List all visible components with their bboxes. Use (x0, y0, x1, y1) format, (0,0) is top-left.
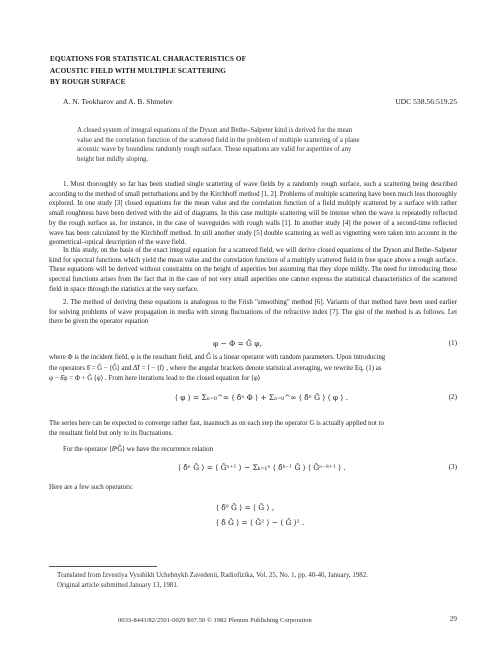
footnote (57, 571, 368, 591)
equation-2: ⟨ φ ⟩ = Σₙ₌₀^∞ ⟨ δ̂ⁿ Φ ⟩ + Σₙ₌₀^∞ ⟨ δ̂ⁿ Ĝ ⟩ ⟨ φ ⟩ . (175, 393, 348, 402)
authors: A. N. Teokharov and A. B. Shmelev (63, 97, 173, 106)
abstract-line: height but mildly sloping. (77, 155, 149, 163)
publisher-imprint: 0033-8443/82/2501-0029 $07.50 © 1982 Plenum Publishing Corporation (118, 617, 312, 624)
title-line: ACOUSTIC FIELD WITH MULTIPLE SCATTERING (50, 66, 226, 75)
text-line: Here are a few such operators: (49, 484, 133, 491)
equation-4b: ⟨ δ̂ Ĝ ⟩ = ⟨ Ĝ² ⟩ − ⟨ Ĝ ⟩² . (216, 518, 305, 527)
text-line: the operators δ̂ = Ĝ − ⟨Ĝ⟩ and Δ̂f = f − ⟨f⟩ , where the angular brackets denote statistical averaging, we rewrite Eq. (1) as (49, 365, 382, 372)
footnote-line: Translated from Izvestiya Vysshikh Uchebnykh Zavedenii, Radiofizika, Vol. 25, No. 1, pp. 40-46, January, 1982. (57, 572, 368, 579)
footnote-divider (49, 566, 157, 567)
text-line: The series here can be expected to converge rather fast, inasmuch as on each step the operator G is actually applied not to (49, 420, 384, 427)
udc-code: UDC 538.56:519.25 (395, 97, 457, 106)
footnote-line: Original article submitted January 13, 1981. (57, 581, 179, 589)
body-paragraph-1 (49, 180, 457, 248)
text-line: For the operator ⟨δ̂ⁿĜ⟩ we have the recurrence relation (63, 446, 214, 453)
abstract (77, 126, 407, 164)
equation-number-1: (1) (448, 339, 457, 347)
text-line: where Φ is the incident field, φ is the resultant field, and Ĝ is a linear operator with random parameters. Upon introducing (49, 354, 386, 361)
page-number: 29 (449, 614, 457, 623)
equation-1: φ − Φ = Ĝ φ, (213, 339, 262, 348)
equation-number-2: (2) (448, 393, 457, 401)
abstract-line: value and the correlation function of the scattered field in the problem of multiple scattering of a plane (77, 136, 360, 144)
title-line: EQUATIONS FOR STATISTICAL CHARACTERISTICS OF (50, 55, 247, 63)
text-line: the resultant field but only to its fluctuations. (49, 430, 174, 437)
article-title (50, 54, 370, 89)
abstract-line: A closed system of integral equations of the Dyson and Bethe–Salpeter kind is derived for the mean (77, 127, 353, 134)
equation-4a: ⟨ δ̂⁰ Ĝ ⟩ = ⟨ Ĝ ⟩ , (216, 503, 275, 512)
title-line: BY ROUGH SURFACE (50, 78, 126, 86)
paragraph-text: 2. The method of deriving these equations is analogous to the Frish "smoothing" method [6]. Variants of that method have been used earlier for solving problems of wave propagation in media with strong fluctuations of the refractive index [7]. The gist of the method is as follows. Let there be given the operator equation (49, 299, 457, 326)
text-line: φ − δ̂φ = Φ + Ĝ ⟨φ⟩ . From here iterations lead to the closed equation for ⟨φ⟩ (49, 375, 261, 382)
paragraph-text: In this study, on the basis of the exact integral equation for a scattered field, we will derive closed equations of the Dyson and Bethe–Salpeter kind for spectral functions which yield the mean value and the correlation function of a multiply scattered field in free space above a rough surface. These equations will be derived without constraints on the height of asperities but assuming that they slope mildly. The need for introducing those spectral functions arises from the fact that in the case of not very small asperities one cannot express the statistical characteristics of the scattered field in space through the statistics at the very surface. (49, 247, 457, 293)
body-paragraph-3 (49, 298, 457, 327)
paragraph-text: 1. Most thoroughly so far has been studied single scattering of wave fields by a randomly rough surface, such a scattering being described according to the method of small perturbations and by the Kirchhoff method [1, 2]. Problems of multiple scattering have been much less thoroughly explored. In one study [3] closed equations for the mean value and the correlation function of a field multiply scattered by a surface with rather small roughness have been derived with the aid of diagrams. In this case multiple scattering will be intense when the wave is repeatedly reflected by the rough surface as, for instance, in the case of waveguides with rough walls [1]. In another study [4] the power of a second-time reflected wave has been calculated by the Kirchhoff method. In still another study [5] double scattering as well as vignetting were taken into account in the geometrical–optical description of the wave field. (49, 181, 457, 247)
equation-3: ⟨ δ̂ⁿ Ĝ ⟩ = ⟨ Ĝⁿ⁺¹ ⟩ − Σₖ₌₁ⁿ ⟨ δ̂ᵏ⁻¹ Ĝ ⟩ ⟨ Ĝⁿ⁻ᵏ⁺¹ ⟩ . (178, 463, 346, 472)
abstract-line: acoustic wave by boundless randomly rough surface. These equations are valid for asperities of any (77, 146, 352, 154)
body-paragraph-2 (49, 246, 457, 295)
equation-number-3: (3) (448, 463, 457, 471)
